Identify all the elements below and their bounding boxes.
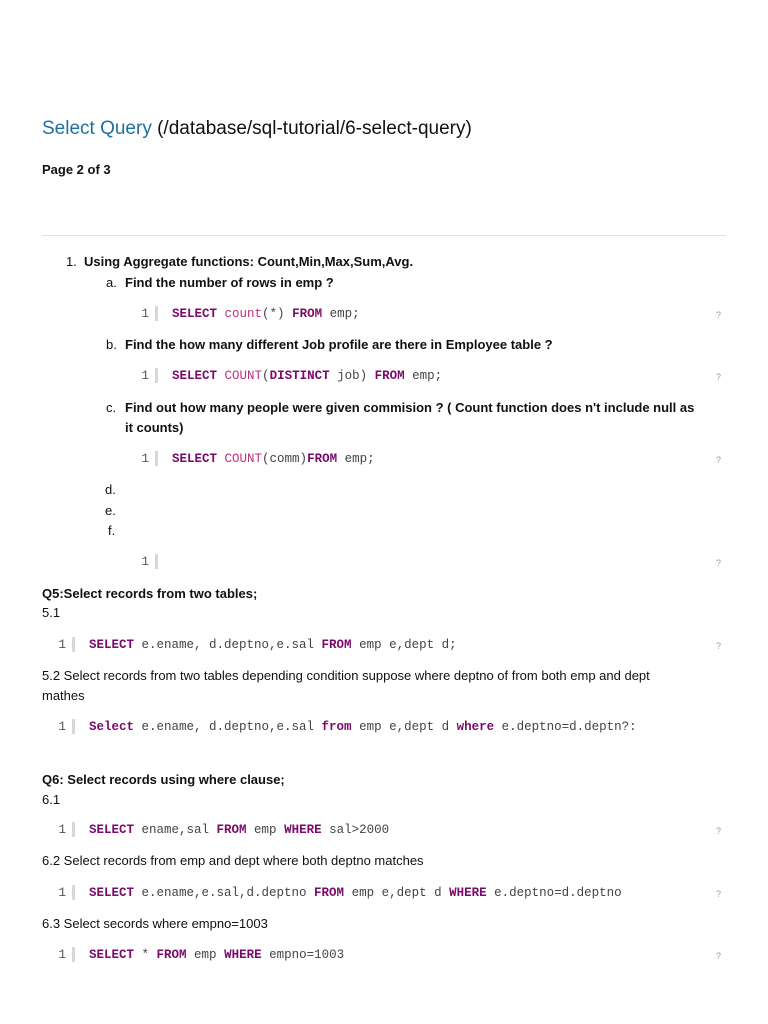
line-number: 1 [141, 307, 149, 321]
code-block-where-deptno: 1 SELECT e.ename,e.sal,d.deptno FROM emp e,dept d WHERE e.deptno=d.deptno [52, 884, 622, 902]
code-block-where-sal: 1 SELECT ename,sal FROM emp WHERE sal>2000 [52, 821, 389, 839]
divider [42, 235, 726, 236]
expand-icon[interactable]: ? [716, 558, 722, 568]
list-item-c-line2: it counts) [125, 420, 184, 435]
gutter-bar [72, 719, 75, 734]
line-number: 1 [58, 948, 66, 962]
list-item-a: Find the number of rows in emp ? [125, 275, 334, 290]
line-number: 1 [141, 452, 149, 466]
section-heading-q6: Q6: Select records using where clause; [42, 772, 285, 787]
subsection-5-2-line1: 5.2 Select records from two tables depending condition suppose where deptno of from both emp and dept [42, 668, 650, 683]
code-block-where-empno: 1 SELECT * FROM emp WHERE empno=1003 [52, 946, 344, 964]
list-letter-c: c. [106, 400, 117, 415]
line-number: 1 [58, 886, 66, 900]
list-letter-f: f. [108, 523, 116, 538]
list-letter-e: e. [105, 503, 116, 518]
subsection-6-2: 6.2 Select records from emp and dept where both deptno matches [42, 853, 424, 868]
list-item-c-line1: Find out how many people were given commision ? ( Count function does n't include null as [125, 400, 695, 415]
section-heading-q5: Q5:Select records from two tables; [42, 586, 258, 601]
expand-icon[interactable]: ? [716, 826, 722, 836]
code-block-count-comm: 1 SELECT COUNT(comm)FROM emp; [135, 450, 375, 468]
expand-icon[interactable]: ? [716, 641, 722, 651]
subsection-5-2-line2: mathes [42, 688, 85, 703]
gutter-bar [155, 368, 158, 383]
list-letter-a: a. [106, 275, 117, 290]
title-path: (/database/sql-tutorial/6-select-query) [151, 118, 472, 139]
line-number: 1 [58, 823, 66, 837]
list-item-aggregate: Using Aggregate functions: Count,Min,Max,Sum,Avg. [84, 254, 414, 269]
gutter-bar [155, 554, 158, 569]
expand-icon[interactable]: ? [716, 889, 722, 899]
list-number-1: 1. [66, 254, 77, 269]
page-title [42, 118, 472, 140]
gutter-bar [72, 637, 75, 652]
gutter-bar [155, 306, 158, 321]
expand-icon[interactable]: ? [716, 372, 722, 382]
line-number: 1 [58, 720, 66, 734]
line-number: 1 [141, 555, 149, 569]
subsection-5-1: 5.1 [42, 605, 61, 620]
list-letter-b: b. [106, 337, 117, 352]
line-number: 1 [58, 638, 66, 652]
code-block-two-tables: 1 SELECT e.ename, d.deptno,e.sal FROM emp e,dept d; [52, 636, 457, 654]
list-item-b: Find the how many different Job profile are there in Employee table ? [125, 337, 553, 352]
code-block-two-tables-where: 1 Select e.ename, d.deptno,e.sal from emp e,dept d where e.deptno=d.deptn?: [52, 718, 637, 736]
list-letter-d: d. [105, 482, 116, 497]
page-indicator: Page 2 of 3 [42, 162, 111, 177]
gutter-bar [155, 451, 158, 466]
expand-icon[interactable]: ? [716, 310, 722, 320]
gutter-bar [72, 885, 75, 900]
gutter-bar [72, 822, 75, 837]
code-block-count-distinct: 1 SELECT COUNT(DISTINCT job) FROM emp; [135, 367, 442, 385]
subsection-6-3: 6.3 Select secords where empno=1003 [42, 916, 268, 931]
title-link[interactable]: Select Query [42, 118, 152, 139]
expand-icon[interactable]: ? [716, 455, 722, 465]
expand-icon[interactable]: ? [716, 951, 722, 961]
gutter-bar [72, 947, 75, 962]
line-number: 1 [141, 369, 149, 383]
code-block-count-rows: 1 SELECT count(*) FROM emp; [135, 305, 360, 323]
subsection-6-1: 6.1 [42, 792, 61, 807]
code-block-empty [135, 553, 172, 571]
